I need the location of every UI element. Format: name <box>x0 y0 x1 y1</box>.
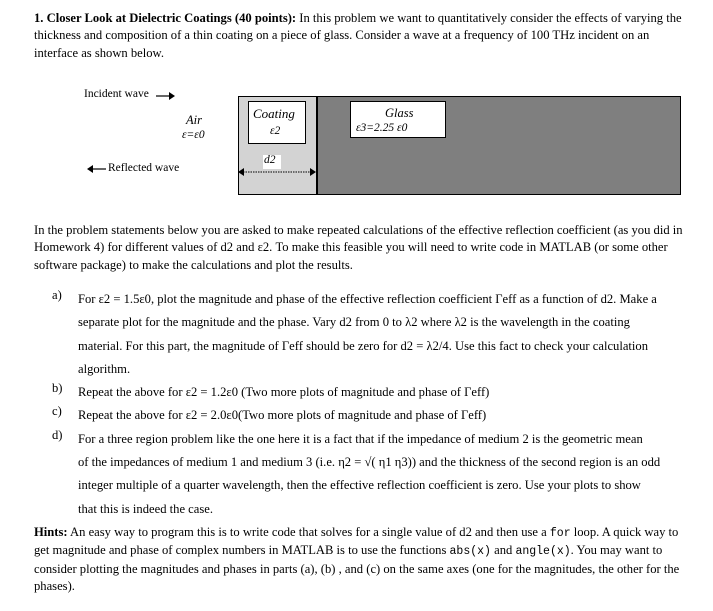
hints-text-3: and <box>490 543 516 558</box>
list-item-line: For ε2 = 1.5ε0, plot the magnitude and phase of the effective reflection coefficient Γeff as a function of d2. Make a <box>78 292 657 306</box>
intro-body: In this problem we want to quantitatively consider the effects of varying the thickness and composition of a thin coating on a piece of glass. Consider a wave at a frequency of 100 THz incident on an interface as shown below. <box>34 11 682 60</box>
list-marker: a) <box>52 288 62 302</box>
hints-text-2: loop. A quick way to get magnitude and phase of complex numbers in MATLAB is to use the functions <box>34 525 679 558</box>
thickness-arrow-icon <box>238 167 317 177</box>
hints-paragraph <box>34 524 694 595</box>
list-marker: d) <box>52 427 63 442</box>
list-item-line: of the impedances of medium 1 and medium 3 (i.e. η2 = √( η1 η3)) and the thickness of the second region is an odd <box>78 455 661 470</box>
glass-label: Glass <box>385 106 414 120</box>
hints-text-1: An easy way to program this is to write code that solves for a single value of d2 and then use a <box>67 525 550 539</box>
list-item-line: Repeat the above for ε2 = 1.2ε0 (Two more plots of magnitude and phase of Γeff) <box>78 385 490 400</box>
intro-paragraph <box>34 10 694 62</box>
list-item-line: separate plot for the magnitude and the phase. Vary d2 from 0 to λ2 where λ2 is the wavelength in the coating <box>78 315 630 330</box>
reflected-wave-label: Reflected wave <box>108 162 180 174</box>
d2-label: d2 <box>264 154 276 166</box>
arrow-left-icon <box>86 164 106 174</box>
coating-permittivity: ε2 <box>270 125 281 137</box>
list-marker: b) <box>52 381 63 396</box>
list-item-line: Repeat the above for ε2 = 2.0ε0(Two more plots of magnitude and phase of Γeff) <box>78 408 487 423</box>
list-item <box>52 428 692 521</box>
list-item <box>52 381 692 404</box>
hints-text-4: . You may want to consider plotting the magnitudes and phases in parts (a), (b) , and (c) on the same axes (one for the magnitudes, the other for the phases). <box>34 543 680 593</box>
glass-permittivity: ε3=2.25 ε0 <box>356 122 408 134</box>
list-item-line: that this is indeed the case. <box>78 501 213 516</box>
list-item <box>52 288 692 381</box>
list-item-line: algorithm. <box>78 361 131 376</box>
incident-wave-label: Incident wave <box>84 88 149 100</box>
problem-heading: 1. Closer Look at Dielectric Coatings (40 points): <box>34 11 297 25</box>
hints-label: Hints: <box>34 525 68 539</box>
parts-list <box>52 288 692 521</box>
code-for: for <box>549 527 571 540</box>
list-item-line: For a three region problem like the one here it is a fact that if the impedance of medium 2 is the geometric mean <box>78 431 643 446</box>
problem-paragraph: In the problem statements below you are asked to make repeated calculations of the effective reflection coefficient (as you did in Homework 4) for different values of d2 and ε2. To make this feasible you will need to write code in MATLAB (or some other software package) to make the calculations and plot the results. <box>34 223 683 272</box>
air-label: Air <box>186 113 202 127</box>
air-permittivity: ε=ε0 <box>182 129 205 141</box>
arrow-right-icon <box>156 91 176 101</box>
list-item-line: integer multiple of a quarter wavelength, then the effective reflection coefficient is zero. Use your plots to show <box>78 478 641 493</box>
list-marker: c) <box>52 404 62 419</box>
code-angle: angle(x) <box>515 545 571 559</box>
coating-label: Coating <box>253 106 295 121</box>
list-item-line: material. For this part, the magnitude of Γeff should be zero for d2 = λ2/4. Use this fact to check your calculation <box>78 338 649 353</box>
list-item <box>52 404 692 427</box>
code-abs: abs(x) <box>449 545 491 559</box>
